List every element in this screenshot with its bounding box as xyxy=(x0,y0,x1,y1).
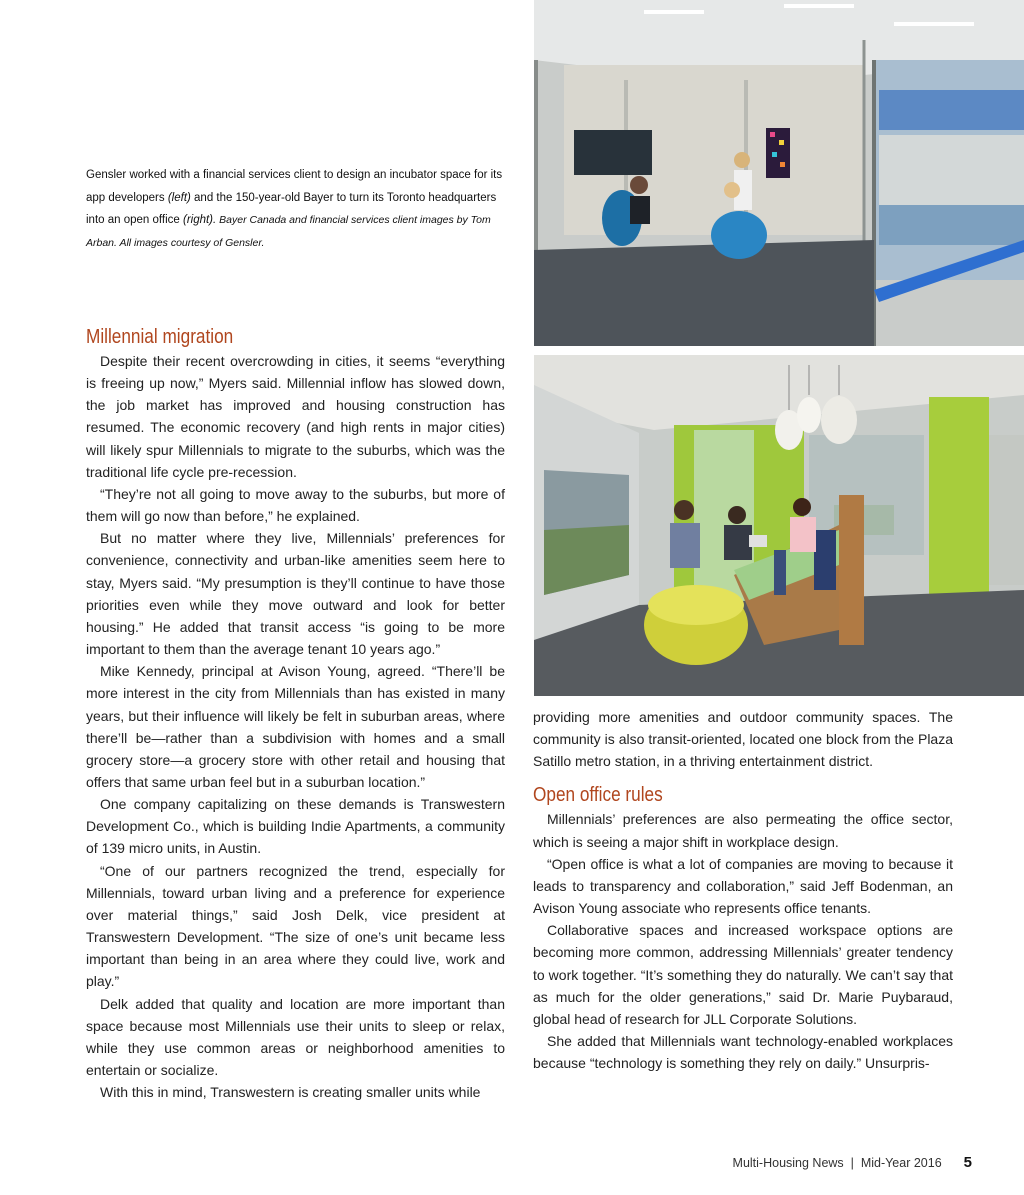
publication-name: Multi-Housing News | Mid-Year 2016 xyxy=(732,1156,942,1170)
section-heading: Open office rules xyxy=(533,784,663,807)
page-number: 5 xyxy=(963,1154,972,1171)
caption-text: Gensler worked with a financial services client to design an incubator space for its app developers xyxy=(86,169,503,204)
caption-right-tag: (right). xyxy=(182,214,217,226)
caption-text-2: and the 150-year-old Bayer to turn its Toronto headquarters into an open office xyxy=(86,191,497,226)
paragraph: “Open office is what a lot of companies are moving to because it leads to transparency and collaboration,” said Jeff Bodenman, an Avison Young associate who represents office tenants. xyxy=(533,855,953,917)
paragraph: “They’re not all going to move away to the suburbs, but more of them will go now than before,” he explained. xyxy=(86,485,505,525)
photo-credit: Bayer Canada and financial services client images by Tom Arban. All images courtesy of Gensler. xyxy=(86,214,491,249)
paragraph: Millennials’ preferences are also permeating the office sector, which is seeing a major shift in workplace design. xyxy=(533,811,953,850)
paragraph-continuation: providing more amenities and outdoor community spaces. The community is also transit-oriented, located one block from the Plaza Satillo metro station, in a thriving entertainment district. xyxy=(533,709,953,770)
caption-left-tag: (left) xyxy=(167,191,191,204)
photo-caption xyxy=(86,164,506,254)
paragraph: “One of our partners recognized the trend, especially for Millennials, toward urban living and a preference for experience over material things,” said Josh Delk, vice president at Transwestern Development. “The size of one’s unit became less important than being in an area where they could live, work and play.” xyxy=(86,862,505,990)
paragraph: She added that Millennials want technology-enabled workplaces because “technology is something they rely on daily.” Unsurpris- xyxy=(533,1033,953,1072)
paragraph: Despite their recent overcrowding in cities, it seems “everything is freeing up now,” Myers said. Millennial inflow has slowed down, the job market has improved and housing construction has resumed. The economic recovery (and high rents in major cities) will likely spur Millennials to migrate to the suburbs, which was the traditional life cycle pre-recession. xyxy=(86,353,505,480)
paragraph: With this in mind, Transwestern is creating smaller units while xyxy=(100,1084,481,1101)
paragraph: Mike Kennedy, principal at Avison Young, agreed. “There’ll be more interest in the city from Millennials than has existed in many years, but their influence will likely be felt in suburban areas, where there’ll be—rather than a subdivision with homes and a small grocery store—a grocery store with other retail and housing that offers that same urban feel but in a suburban location.” xyxy=(86,663,505,790)
article-column-right xyxy=(533,706,953,1074)
meeting-room-photo xyxy=(534,0,1024,346)
paragraph: Delk added that quality and location are more important than space because most Millennials use their units to sleep or relax, while they use common areas or neighborhood amenities to entertain or socialize. xyxy=(86,995,505,1078)
section-heading: Millennial migration xyxy=(86,326,234,348)
lounge-area-photo xyxy=(534,355,1024,696)
article-column-left xyxy=(86,326,505,1103)
paragraph: One company capitalizing on these demands is Transwestern Development Co., which is building Indie Apartments, a community of 139 micro units, in Austin. xyxy=(86,796,505,857)
paragraph: But no matter where they live, Millennials’ preferences for convenience, connectivity and urban-like amenities seem here to stay, Myers said. “My presumption is they’ll continue to have those priorities even while they move outward and look for better housing.” He added that transit access “is going to be more important to them than the average tenant 10 years ago.” xyxy=(86,530,505,658)
paragraph: Collaborative spaces and increased workspace options are becoming more common, addressing Millennials’ greater tendency to work together. “It’s something they do naturally. We can’t say that as much for the older generations,” said Dr. Marie Puybaraud, global head of research for JLL Corporate Solutions. xyxy=(533,922,953,1027)
page-footer xyxy=(733,1154,972,1171)
